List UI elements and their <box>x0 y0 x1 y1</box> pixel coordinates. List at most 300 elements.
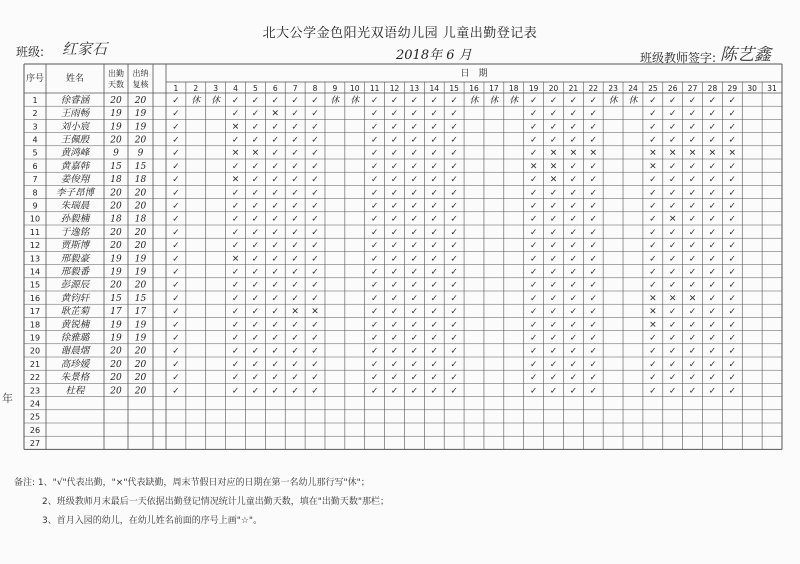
present-mark: ✓ <box>370 280 379 291</box>
present-mark: ✓ <box>231 241 240 252</box>
present-mark: ✓ <box>529 386 538 397</box>
present-mark: ✓ <box>668 267 677 278</box>
present-mark: ✓ <box>271 122 280 133</box>
student-name: 朱瑞晨 <box>60 200 90 212</box>
student-name: 彭源辰 <box>60 279 90 291</box>
attend-days: 9 <box>113 148 119 159</box>
present-mark: ✓ <box>231 280 240 291</box>
present-mark: ✓ <box>390 241 399 252</box>
absent-mark: ✕ <box>231 254 240 265</box>
present-mark: ✓ <box>649 95 657 106</box>
day-number-5: 5 <box>253 84 258 93</box>
present-mark: ✓ <box>370 188 379 199</box>
student-name: 邢毅豪 <box>60 253 90 265</box>
row-number: 12 <box>29 241 41 251</box>
present-mark: ✓ <box>172 95 180 106</box>
present-mark: ✓ <box>410 241 419 252</box>
present-mark: ✓ <box>688 214 697 225</box>
present-mark: ✓ <box>728 227 737 238</box>
student-name: 徐睿涵 <box>60 94 90 106</box>
present-mark: ✓ <box>549 359 558 370</box>
present-mark: ✓ <box>271 214 280 225</box>
present-mark: ✓ <box>569 175 578 186</box>
present-mark: ✓ <box>172 214 180 225</box>
present-mark: ✓ <box>172 386 180 397</box>
present-mark: ✓ <box>549 267 558 278</box>
attend-days: 20 <box>110 386 122 397</box>
row-number: 20 <box>29 346 41 356</box>
present-mark: ✓ <box>668 386 677 397</box>
present-mark: ✓ <box>410 333 419 344</box>
holiday-mark: 休 <box>330 95 340 106</box>
present-mark: ✓ <box>370 293 379 304</box>
row-number: 1 <box>32 95 38 105</box>
notes <box>14 474 389 531</box>
present-mark: ✓ <box>728 320 737 331</box>
present-mark: ✓ <box>668 333 677 344</box>
present-mark: ✓ <box>311 293 319 304</box>
absent-mark: ✕ <box>728 148 737 159</box>
attend-days: 20 <box>110 135 122 146</box>
present-mark: ✓ <box>291 241 299 252</box>
present-mark: ✓ <box>529 175 538 186</box>
attend-days: 19 <box>110 122 122 133</box>
present-mark: ✓ <box>311 227 319 238</box>
present-mark: ✓ <box>728 346 737 357</box>
check-days: 17 <box>134 307 147 318</box>
present-mark: ✓ <box>728 109 737 120</box>
present-mark: ✓ <box>668 359 677 370</box>
day-number-28: 28 <box>707 84 718 93</box>
present-mark: ✓ <box>390 135 399 146</box>
header-check-2: 复核 <box>132 80 149 89</box>
present-mark: ✓ <box>728 359 737 370</box>
present-mark: ✓ <box>231 214 240 225</box>
present-mark: ✓ <box>569 293 578 304</box>
present-mark: ✓ <box>370 359 379 370</box>
present-mark: ✓ <box>410 307 419 318</box>
present-mark: ✓ <box>649 227 657 238</box>
note-2: 2、班级教师月末最后一天依据出勤登记情况统计儿童出勤天数，填在"出勤天数"那栏； <box>42 497 390 507</box>
present-mark: ✓ <box>251 320 260 331</box>
present-mark: ✓ <box>529 280 538 291</box>
present-mark: ✓ <box>251 201 260 212</box>
present-mark: ✓ <box>589 280 597 291</box>
present-mark: ✓ <box>668 175 677 186</box>
attend-days: 19 <box>110 267 122 278</box>
row-number: 24 <box>29 399 41 409</box>
present-mark: ✓ <box>291 188 299 199</box>
student-name: 徐雅璐 <box>60 332 90 344</box>
present-mark: ✓ <box>589 320 597 331</box>
present-mark: ✓ <box>569 346 578 357</box>
present-mark: ✓ <box>251 254 260 265</box>
note-1: 备注: 1、"√"代表出勤，"×"代表缺勤，周末节假日对应的日期在第一名幼儿那行写"休"； <box>14 478 370 488</box>
present-mark: ✓ <box>311 320 319 331</box>
present-mark: ✓ <box>271 241 280 252</box>
present-mark: ✓ <box>430 214 439 225</box>
check-days: 20 <box>134 386 147 397</box>
attend-days: 20 <box>110 201 122 212</box>
row-number: 11 <box>29 227 41 237</box>
present-mark: ✓ <box>549 346 558 357</box>
check-days: 20 <box>134 188 147 199</box>
present-mark: ✓ <box>172 254 180 265</box>
present-mark: ✓ <box>529 148 538 159</box>
present-mark: ✓ <box>410 293 419 304</box>
present-mark: ✓ <box>390 267 399 278</box>
present-mark: ✓ <box>231 201 240 212</box>
present-mark: ✓ <box>172 241 180 252</box>
present-mark: ✓ <box>708 333 717 344</box>
absent-mark: ✕ <box>291 307 299 318</box>
student-name: 朱景格 <box>60 372 90 384</box>
row-number: 3 <box>32 122 38 132</box>
present-mark: ✓ <box>231 373 240 384</box>
student-name: 杜程 <box>65 385 85 397</box>
holiday-mark: 休 <box>350 95 360 106</box>
attend-days: 20 <box>110 188 122 199</box>
student-name: 黄嘉韩 <box>60 160 90 172</box>
present-mark: ✓ <box>370 254 379 265</box>
present-mark: ✓ <box>231 161 240 172</box>
absent-mark: ✕ <box>649 320 657 331</box>
student-name: 李子昂博 <box>55 187 95 199</box>
attend-days: 19 <box>110 320 122 331</box>
present-mark: ✓ <box>291 267 299 278</box>
present-mark: ✓ <box>728 333 737 344</box>
attend-days: 18 <box>110 175 122 186</box>
present-mark: ✓ <box>569 201 578 212</box>
present-mark: ✓ <box>172 267 180 278</box>
present-mark: ✓ <box>251 293 260 304</box>
day-number-8: 8 <box>312 84 318 93</box>
present-mark: ✓ <box>291 214 299 225</box>
present-mark: ✓ <box>529 359 538 370</box>
present-mark: ✓ <box>668 254 677 265</box>
present-mark: ✓ <box>430 201 439 212</box>
absent-mark: ✕ <box>649 161 657 172</box>
present-mark: ✓ <box>390 161 399 172</box>
present-mark: ✓ <box>271 95 280 106</box>
day-number-29: 29 <box>727 84 738 93</box>
present-mark: ✓ <box>569 227 578 238</box>
present-mark: ✓ <box>529 95 538 106</box>
present-mark: ✓ <box>410 122 419 133</box>
present-mark: ✓ <box>311 95 319 106</box>
row-number: 7 <box>32 175 38 185</box>
present-mark: ✓ <box>231 95 240 106</box>
present-mark: ✓ <box>569 267 578 278</box>
present-mark: ✓ <box>549 386 558 397</box>
present-mark: ✓ <box>450 307 458 318</box>
attend-days: 20 <box>110 346 122 357</box>
present-mark: ✓ <box>450 280 458 291</box>
day-number-21: 21 <box>568 84 579 93</box>
present-mark: ✓ <box>172 359 180 370</box>
present-mark: ✓ <box>172 280 180 291</box>
present-mark: ✓ <box>569 135 578 146</box>
present-mark: ✓ <box>649 109 657 120</box>
present-mark: ✓ <box>668 135 677 146</box>
header-attend-2: 天数 <box>108 80 124 89</box>
present-mark: ✓ <box>688 320 697 331</box>
present-mark: ✓ <box>708 320 717 331</box>
present-mark: ✓ <box>728 267 737 278</box>
holiday-mark: 休 <box>211 95 221 106</box>
present-mark: ✓ <box>251 280 260 291</box>
present-mark: ✓ <box>251 161 260 172</box>
present-mark: ✓ <box>271 267 280 278</box>
present-mark: ✓ <box>410 373 419 384</box>
present-mark: ✓ <box>251 122 260 133</box>
attend-days: 15 <box>110 293 122 304</box>
present-mark: ✓ <box>688 346 697 357</box>
present-mark: ✓ <box>728 188 737 199</box>
present-mark: ✓ <box>410 254 419 265</box>
present-mark: ✓ <box>430 188 439 199</box>
day-number-12: 12 <box>389 84 400 93</box>
present-mark: ✓ <box>589 214 597 225</box>
check-days: 19 <box>134 109 147 120</box>
present-mark: ✓ <box>430 95 439 106</box>
day-number-23: 23 <box>608 84 618 93</box>
present-mark: ✓ <box>390 307 399 318</box>
present-mark: ✓ <box>390 148 399 159</box>
present-mark: ✓ <box>450 109 458 120</box>
absent-mark: ✕ <box>549 161 558 172</box>
present-mark: ✓ <box>569 161 578 172</box>
present-mark: ✓ <box>370 346 379 357</box>
present-mark: ✓ <box>728 254 737 265</box>
present-mark: ✓ <box>291 293 299 304</box>
present-mark: ✓ <box>649 135 657 146</box>
check-days: 18 <box>134 175 147 186</box>
present-mark: ✓ <box>569 307 578 318</box>
margin-mark: 年 <box>2 392 13 405</box>
present-mark: ✓ <box>708 175 717 186</box>
row-number: 18 <box>29 320 41 330</box>
present-mark: ✓ <box>450 346 458 357</box>
present-mark: ✓ <box>450 175 458 186</box>
day-number-15: 15 <box>449 84 459 93</box>
present-mark: ✓ <box>668 122 677 133</box>
present-mark: ✓ <box>668 161 677 172</box>
holiday-mark: 休 <box>608 95 618 106</box>
present-mark: ✓ <box>589 293 597 304</box>
present-mark: ✓ <box>450 267 458 278</box>
student-name: 黄鸿峰 <box>60 147 90 159</box>
present-mark: ✓ <box>410 109 419 120</box>
present-mark: ✓ <box>450 373 458 384</box>
present-mark: ✓ <box>370 95 379 106</box>
present-mark: ✓ <box>390 333 399 344</box>
present-mark: ✓ <box>529 293 538 304</box>
header-seq: 序号 <box>25 74 45 84</box>
present-mark: ✓ <box>251 135 260 146</box>
present-mark: ✓ <box>708 227 717 238</box>
present-mark: ✓ <box>569 386 578 397</box>
header-attend: 出勤 <box>108 69 124 78</box>
attend-days: 20 <box>110 95 122 106</box>
check-days: 20 <box>134 280 147 291</box>
present-mark: ✓ <box>291 148 299 159</box>
present-mark: ✓ <box>688 307 697 318</box>
present-mark: ✓ <box>450 293 458 304</box>
present-mark: ✓ <box>589 135 597 146</box>
header-date: 日 期 <box>460 69 488 79</box>
present-mark: ✓ <box>251 188 260 199</box>
present-mark: ✓ <box>311 175 319 186</box>
present-mark: ✓ <box>370 241 379 252</box>
attend-days: 18 <box>110 214 122 225</box>
present-mark: ✓ <box>549 241 558 252</box>
present-mark: ✓ <box>430 346 439 357</box>
present-mark: ✓ <box>668 227 677 238</box>
present-mark: ✓ <box>370 333 379 344</box>
present-mark: ✓ <box>688 201 697 212</box>
present-mark: ✓ <box>172 188 180 199</box>
note-3: 3、首月入园的幼儿，在幼儿姓名前面的序号上画"☆"。 <box>42 516 263 526</box>
student-name: 王佩殷 <box>60 134 90 146</box>
present-mark: ✓ <box>390 280 399 291</box>
present-mark: ✓ <box>410 135 419 146</box>
day-number-10: 10 <box>350 84 360 93</box>
present-mark: ✓ <box>649 267 657 278</box>
present-mark: ✓ <box>231 386 240 397</box>
student-name: 耿芷菊 <box>60 306 90 318</box>
present-mark: ✓ <box>549 280 558 291</box>
present-mark: ✓ <box>311 161 319 172</box>
present-mark: ✓ <box>728 307 737 318</box>
present-mark: ✓ <box>589 95 597 106</box>
absent-mark: ✕ <box>549 148 558 159</box>
present-mark: ✓ <box>410 214 419 225</box>
present-mark: ✓ <box>231 333 240 344</box>
holiday-mark: 休 <box>469 95 479 106</box>
row-number: 6 <box>32 161 38 171</box>
present-mark: ✓ <box>728 122 737 133</box>
present-mark: ✓ <box>549 333 558 344</box>
day-number-30: 30 <box>747 84 757 93</box>
present-mark: ✓ <box>172 346 180 357</box>
present-mark: ✓ <box>311 267 319 278</box>
present-mark: ✓ <box>450 135 458 146</box>
present-mark: ✓ <box>708 122 717 133</box>
present-mark: ✓ <box>668 188 677 199</box>
present-mark: ✓ <box>370 175 379 186</box>
present-mark: ✓ <box>450 188 458 199</box>
attend-days: 20 <box>110 373 122 384</box>
attend-days: 17 <box>110 307 122 318</box>
present-mark: ✓ <box>529 201 538 212</box>
holiday-mark: 休 <box>509 95 519 106</box>
present-mark: ✓ <box>410 359 419 370</box>
check-days: 19 <box>134 122 147 133</box>
present-mark: ✓ <box>708 95 717 106</box>
present-mark: ✓ <box>649 359 657 370</box>
present-mark: ✓ <box>430 148 439 159</box>
attend-days: 19 <box>110 254 122 265</box>
present-mark: ✓ <box>668 307 677 318</box>
present-mark: ✓ <box>370 227 379 238</box>
present-mark: ✓ <box>549 214 558 225</box>
present-mark: ✓ <box>688 161 697 172</box>
present-mark: ✓ <box>390 188 399 199</box>
present-mark: ✓ <box>688 373 697 384</box>
present-mark: ✓ <box>708 214 717 225</box>
present-mark: ✓ <box>370 135 379 146</box>
student-name: 孙毅楠 <box>60 213 90 225</box>
present-mark: ✓ <box>529 122 538 133</box>
absent-mark: ✕ <box>589 148 597 159</box>
present-mark: ✓ <box>728 241 737 252</box>
present-mark: ✓ <box>311 148 319 159</box>
student-name: 谢晨熠 <box>60 345 90 357</box>
present-mark: ✓ <box>390 214 399 225</box>
day-number-6: 6 <box>272 84 278 93</box>
day-number-22: 22 <box>588 84 598 93</box>
present-mark: ✓ <box>649 254 657 265</box>
absent-mark: ✕ <box>231 148 240 159</box>
attend-days: 20 <box>110 359 122 370</box>
present-mark: ✓ <box>311 122 319 133</box>
present-mark: ✓ <box>311 254 319 265</box>
present-mark: ✓ <box>311 280 319 291</box>
present-mark: ✓ <box>291 109 299 120</box>
present-mark: ✓ <box>410 346 419 357</box>
day-number-18: 18 <box>508 84 519 93</box>
present-mark: ✓ <box>370 122 379 133</box>
present-mark: ✓ <box>251 241 260 252</box>
present-mark: ✓ <box>589 175 597 186</box>
present-mark: ✓ <box>649 386 657 397</box>
present-mark: ✓ <box>569 333 578 344</box>
present-mark: ✓ <box>549 188 558 199</box>
absent-mark: ✕ <box>231 175 240 186</box>
present-mark: ✓ <box>430 175 439 186</box>
present-mark: ✓ <box>529 227 538 238</box>
row-number: 2 <box>32 109 38 119</box>
present-mark: ✓ <box>529 320 538 331</box>
present-mark: ✓ <box>688 241 697 252</box>
row-number: 26 <box>29 425 41 435</box>
present-mark: ✓ <box>390 359 399 370</box>
present-mark: ✓ <box>589 373 597 384</box>
present-mark: ✓ <box>231 135 240 146</box>
day-number-24: 24 <box>628 84 638 93</box>
check-days: 19 <box>134 333 147 344</box>
absent-mark: ✕ <box>231 122 240 133</box>
present-mark: ✓ <box>589 307 597 318</box>
check-days: 20 <box>134 95 147 106</box>
present-mark: ✓ <box>688 175 697 186</box>
present-mark: ✓ <box>172 307 180 318</box>
present-mark: ✓ <box>172 135 180 146</box>
present-mark: ✓ <box>291 346 299 357</box>
present-mark: ✓ <box>569 280 578 291</box>
day-number-20: 20 <box>548 84 559 93</box>
day-number-4: 4 <box>233 84 238 93</box>
present-mark: ✓ <box>271 373 280 384</box>
header-check: 出纳 <box>132 69 149 78</box>
student-name: 黄钧轩 <box>60 292 90 304</box>
present-mark: ✓ <box>271 333 280 344</box>
day-number-13: 13 <box>409 84 420 93</box>
present-mark: ✓ <box>311 135 319 146</box>
present-mark: ✓ <box>688 267 697 278</box>
present-mark: ✓ <box>728 175 737 186</box>
